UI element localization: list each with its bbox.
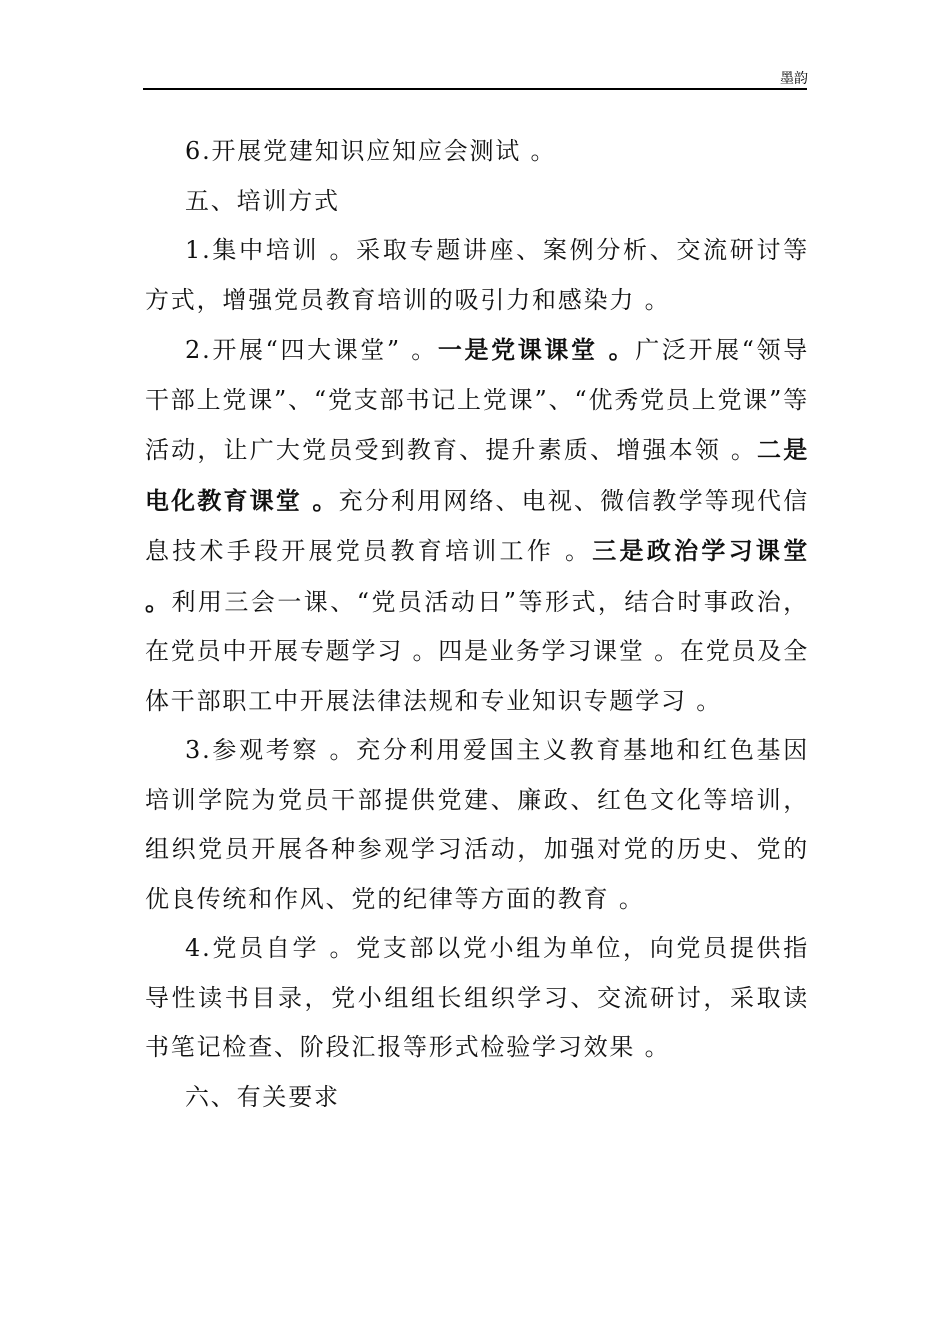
header-brand: 墨韵 (780, 71, 808, 87)
heading-training-methods: 五、培训方式 (185, 186, 340, 215)
bold-electronic-class: 二是电化教育课堂 。 (145, 435, 809, 515)
text-segment: 2.开展“四大课堂” 。 (185, 336, 438, 364)
paragraph-self-study: 4.党员自学 。党支部以党小组为单位，向党员提供指导性读书目录，党小组组长组织学习、交流研讨，采取读书笔记检查、阶段汇报等形式检验学习效果 。 (145, 934, 809, 1061)
heading-requirements: 六、有关要求 (185, 1082, 340, 1111)
paragraph-test: 6.开展党建知识应知应会测试 。 (185, 137, 557, 165)
paragraph-centralized-training: 1.集中培训 。采取专题讲座、案例分析、交流研讨等方式，增强党员教育培训的吸引力和感染力 。 (145, 236, 809, 314)
header-divider (143, 88, 807, 90)
paragraph-four-classrooms (145, 325, 820, 726)
text-segment: 广泛开展“领导干部上党课”、“党支部书记上党课”、“优秀党员上党课”等活动，让广大党员受到教育、提升素质、增强本领 。 (145, 336, 809, 464)
bold-political-class: 三是政治学习课堂 。 (145, 536, 820, 616)
paragraph-visit-study: 3.参观考察 。充分利用爱国主义教育基地和红色基因培训学院为党员干部提供党建、廉政、红色文化等培训，组织党员开展各种参观学习活动，加强对党的历史、党的优良传统和作风、党的纪律等方面的教育 。 (145, 736, 809, 913)
text-segment: 利用三会一课、“党员活动日”等形式，结合时事政治，在党员中开展专题学习 。四是业务学习课堂 。在党员及全体干部职工中开展法律法规和专业知识专题学习 。 (145, 587, 809, 715)
bold-party-class: 一是党课课堂 。 (437, 335, 636, 364)
document-body (145, 127, 820, 1122)
text-segment: 充分利用网络、电视、微信教学等现代信息技术手段开展党员教育培训工作 。 (145, 486, 809, 565)
